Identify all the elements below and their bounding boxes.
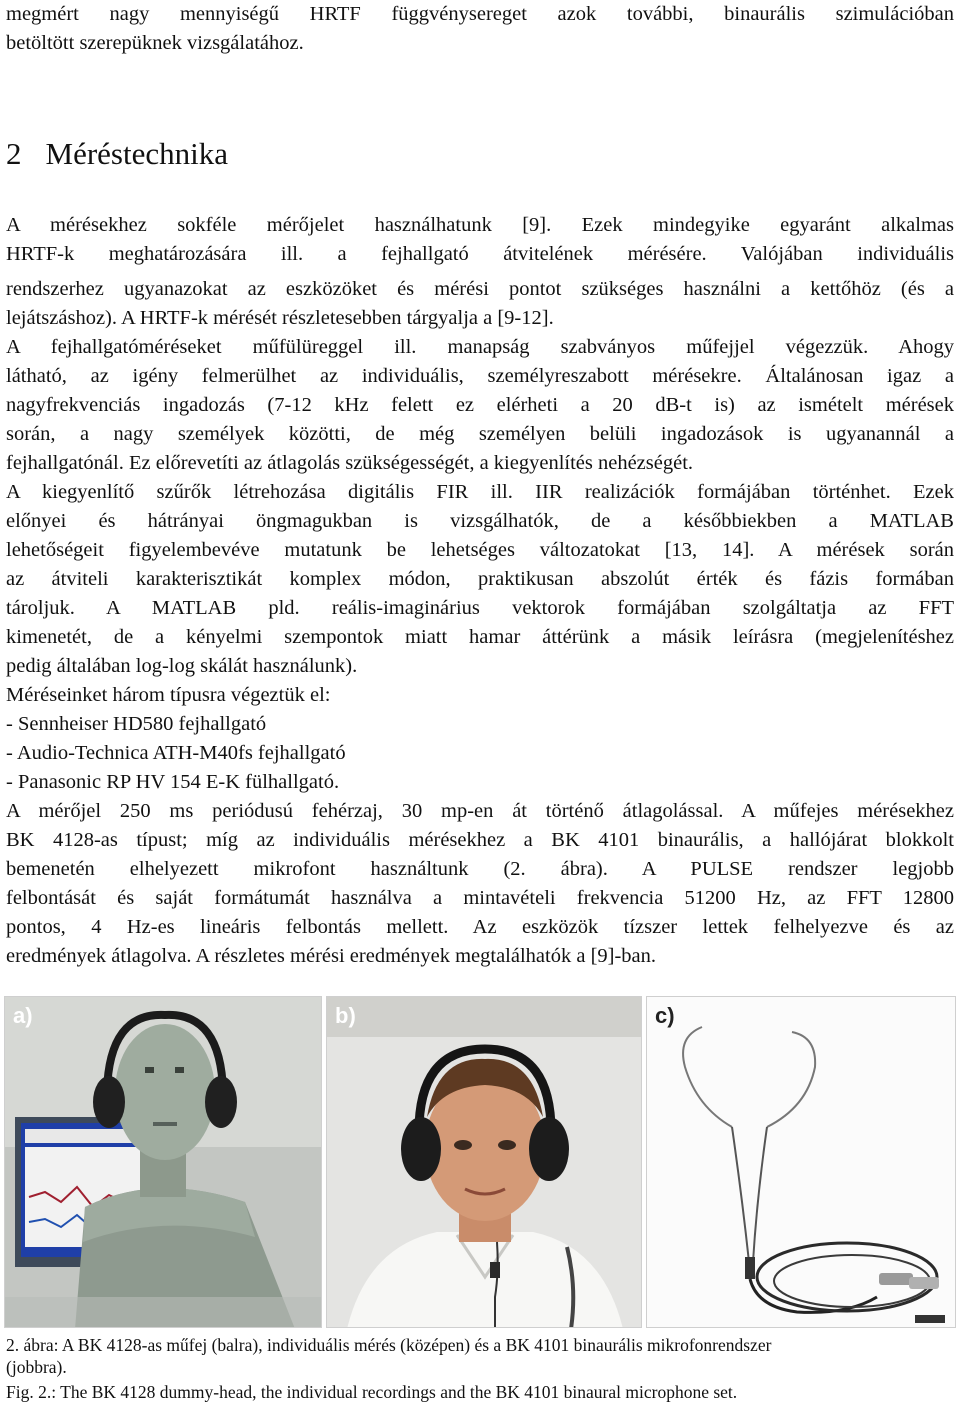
text-line: A kiegyenlítő szűrők létrehozása digitális FIR ill. IIR realizációk formájában történhet. Ezek (6, 481, 954, 503)
text-line: lehetőségeit figyelembevéve mutatunk be lehetséges változatokat [13, 14]. A mérések során (6, 539, 954, 561)
text-line: A mérésekhez sokféle mérőjelet használhatunk [9]. Ezek mindegyike egyaránt alkalmas (6, 214, 954, 236)
text-line: pontos, 4 Hz-es lineáris felbontás mellett. Az eszközök tízszer lettek felhelyezve és az (6, 916, 954, 938)
caption-line: 2. ábra: A BK 4128-as műfej (balra), individuális mérés (középen) és a BK 4101 binaurális mikrofonrendszer (6, 1335, 772, 1355)
text-line: BK 4128-as típust; míg az individuális mérésekhez a BK 4101 binaurális, a hallójárat blokkolt (6, 829, 954, 851)
text-line: rendszerhez ugyanazokat az eszközöket és mérési pontot szükséges használni a kettőhöz (és a (6, 278, 954, 300)
caption-line: (jobbra). (6, 1357, 67, 1377)
text-line: lejátszáshoz). A HRTF-k mérését részletesebben tárgyalja a [9-12]. (6, 307, 554, 329)
list-item: - Sennheiser HD580 fejhallgató (6, 713, 267, 735)
text-line: nagyfrekvenciás ingadozás (7-12 kHz felett ez elérheti a 20 dB-t is) az ismételt mérések (6, 394, 954, 416)
text-line: az átviteli karakterisztikát komplex módon, praktikusan abszolút érték és fázis formában (6, 568, 954, 590)
text-line: kimenetét, de a kényelmi szempontok miatt hamar áttérünk a másik leírásra (megjelenítéshez (6, 626, 954, 648)
microphone-set-illustration (647, 997, 956, 1328)
section-title: Méréstechnika (45, 136, 228, 171)
section-number: 2 (6, 136, 22, 171)
text-line: felbontását és saját formátumát használva a mintavételi frekvencia 51200 Hz, az FFT 12800 (6, 887, 954, 909)
panel-label-a: a) (13, 1003, 33, 1028)
text-line: tároljuk. A MATLAB pld. reális-imaginárius vektorok formájában szolgáltatja az FFT (6, 597, 954, 619)
text-line: A fejhallgatóméréseket műfülüreggel ill. manapság szabványos műfejjel végezzük. Ahogy (6, 336, 954, 358)
figure-caption-en: Fig. 2.: The BK 4128 dummy-head, the individual recordings and the BK 4101 binaural microphone set. (6, 1382, 738, 1402)
list-intro: Méréseinket három típusra végeztük el: (6, 684, 331, 706)
dummy-head-illustration (5, 997, 322, 1328)
text-line: látható, az igény felmerülhet az individuális, személyreszabott mérésekre. Általánosan igaz a (6, 365, 954, 387)
list-item: - Panasonic RP HV 154 E-K fülhallgató. (6, 771, 340, 793)
text-line: során, a nagy személyek közötti, de még személyen belüli ingadozások is ugyanannál a (6, 423, 954, 445)
list-item: - Audio-Technica ATH-M40fs fejhallgató (6, 742, 346, 764)
text-line: eredmények átlagolva. A részletes mérési eredmények megtalálhatók a [9]-ban. (6, 945, 657, 967)
photo-dummy-head (4, 996, 322, 1328)
panel-label-b: b) (335, 1003, 356, 1028)
text-line: fejhallgatónál. Ez előrevetíti az átlagolás szükségességét, a kiegyenlítés nehézségét. (6, 452, 694, 474)
person-illustration (327, 997, 642, 1328)
text-line: A mérőjel 250 ms periódusú fehérzaj, 30 mp-en át történő átlagolással. A műfejes mérésekhez (6, 800, 954, 822)
text-line: bemenetén elhelyezett mikrofont használtunk (2. ábra). A PULSE rendszer legjobb (6, 858, 954, 880)
text-line: előnyei és hátrányai öngmagukban is vizsgálhatók, de a későbbiekben a MATLAB (6, 510, 954, 532)
text-line: pedig általában log-log skálát használunk). (6, 655, 358, 677)
photo-individual-measurement (326, 996, 642, 1328)
text-line: HRTF-k meghatározására ill. a fejhallgató átvitelének mérésére. Valójában individuális (6, 243, 954, 265)
section-heading (6, 136, 228, 172)
text-line: megmért nagy mennyiségű HRTF függvénysereget azok további, binaurális szimulációban (6, 3, 954, 25)
photo-binaural-microphone-set (646, 996, 956, 1328)
figure-photos (4, 996, 956, 1328)
panel-label-c: c) (655, 1003, 675, 1028)
figure-caption-hu (6, 1334, 954, 1378)
text-line: betöltött szerepüknek vizsgálatához. (6, 32, 304, 54)
